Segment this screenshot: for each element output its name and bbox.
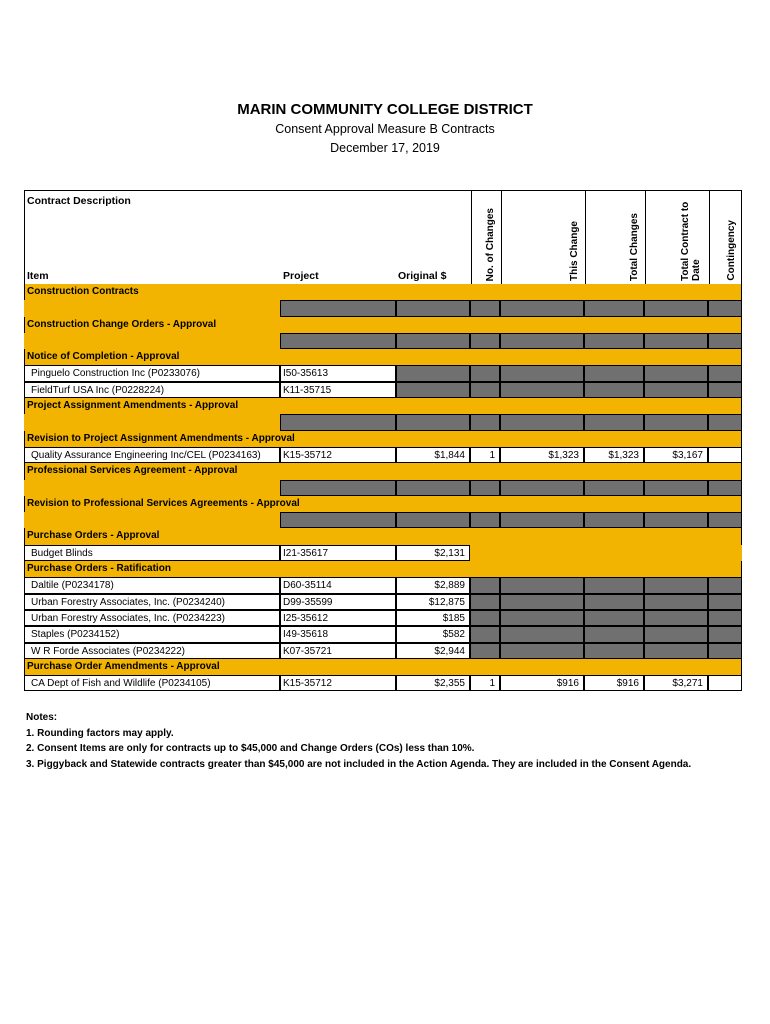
header-divider: [585, 191, 586, 284]
item-cell: W R Forde Associates (P0234222): [24, 643, 280, 659]
section-project-assignment: Project Assignment Amendments - Approval: [24, 398, 742, 414]
note-2: 2. Consent Items are only for contracts up to $45,000 and Change Orders (COs) less than 10%.: [26, 743, 475, 754]
col-total-contract: Total Contract to Date: [680, 201, 702, 281]
table-row: [24, 545, 742, 561]
section-notice-completion: Notice of Completion - Approval: [24, 349, 742, 365]
table-row: [24, 382, 742, 398]
col-this-change: This Change: [569, 220, 580, 281]
note-3: 3. Piggyback and Statewide contracts greater than $45,000 are not included in the Action Agenda. They are included in the Consent Agenda.: [26, 758, 692, 770]
item-cell: Urban Forestry Associates, Inc. (P0234223): [24, 610, 280, 626]
table-row: [24, 577, 742, 593]
contingency-cell: [708, 447, 742, 463]
original-cell: $2,355: [396, 675, 470, 691]
original-cell: $185: [396, 610, 470, 626]
project-cell: I21-35617: [280, 545, 396, 561]
table-header: [24, 190, 742, 284]
total-contract-cell: $3,167: [644, 447, 708, 463]
col-contingency: Contingency: [726, 220, 737, 281]
col-no-changes: No. of Changes: [485, 207, 496, 281]
section-revision-professional: Revision to Professional Services Agreements - Approval: [24, 496, 742, 512]
table-row: [24, 610, 742, 626]
section-purchase-orders: Purchase Orders - Approval: [24, 528, 742, 544]
document-header: [0, 100, 770, 158]
item-cell: Daltile (P0234178): [24, 577, 280, 593]
project-cell: D99-35599: [280, 594, 396, 610]
original-cell: $2,889: [396, 577, 470, 593]
section-construction-contracts: Construction Contracts: [24, 284, 742, 300]
original-cell: $582: [396, 626, 470, 642]
project-cell: I49-35618: [280, 626, 396, 642]
this-change-cell: $916: [500, 675, 584, 691]
original-cell: $12,875: [396, 594, 470, 610]
project-cell: K15-35712: [280, 447, 396, 463]
section-professional-services: Professional Services Agreement - Approval: [24, 463, 742, 479]
project-cell: I50-35613: [280, 365, 396, 381]
table-row: [24, 300, 742, 316]
table-row: [24, 333, 742, 349]
col-total-changes: Total Changes: [629, 212, 640, 281]
total-changes-cell: $916: [584, 675, 644, 691]
item-cell: Quality Assurance Engineering Inc/CEL (P0234163): [24, 447, 280, 463]
section-po-amendments: Purchase Order Amendments - Approval: [24, 659, 742, 675]
table-row: [24, 447, 742, 463]
item-cell: Pinguelo Construction Inc (P0233076): [24, 365, 280, 381]
col-project: Project: [283, 270, 319, 282]
table-row: [24, 675, 742, 691]
contingency-cell: [708, 675, 742, 691]
note-1: 1. Rounding factors may apply.: [26, 727, 174, 739]
no-changes-cell: 1: [470, 447, 500, 463]
document-date: December 17, 2019: [330, 141, 440, 155]
document-subtitle: Consent Approval Measure B Contracts: [275, 122, 495, 136]
section-purchase-ratification: Purchase Orders - Ratification: [24, 561, 742, 577]
project-cell: K07-35721: [280, 643, 396, 659]
table-row: [24, 512, 742, 528]
item-cell: Urban Forestry Associates, Inc. (P0234240): [24, 594, 280, 610]
total-contract-cell: $3,271: [644, 675, 708, 691]
notes: [26, 710, 691, 772]
district-title: MARIN COMMUNITY COLLEGE DISTRICT: [237, 101, 533, 118]
contracts-table: [24, 190, 742, 691]
project-cell: I25-35612: [280, 610, 396, 626]
header-divider: [471, 191, 472, 284]
no-changes-cell: 1: [470, 675, 500, 691]
project-cell: D60-35114: [280, 577, 396, 593]
original-cell: $2,944: [396, 643, 470, 659]
col-item: Item: [27, 270, 49, 282]
header-divider: [645, 191, 646, 284]
col-original: Original $: [398, 270, 447, 282]
item-cell: CA Dept of Fish and Wildlife (P0234105): [24, 675, 280, 691]
contract-description-heading: Contract Description: [27, 195, 131, 207]
item-cell: FieldTurf USA Inc (P0228224): [24, 382, 280, 398]
table-row: [24, 414, 742, 430]
table-row: [24, 480, 742, 496]
original-cell: $2,131: [396, 545, 470, 561]
table-row: [24, 594, 742, 610]
notes-heading: Notes:: [26, 712, 58, 723]
total-changes-cell: $1,323: [584, 447, 644, 463]
table-row: [24, 365, 742, 381]
header-divider: [501, 191, 502, 284]
item-cell: Staples (P0234152): [24, 626, 280, 642]
section-construction-change-orders: Construction Change Orders - Approval: [24, 317, 742, 333]
section-revision-project-assignment: Revision to Project Assignment Amendments - Approval: [24, 431, 742, 447]
project-cell: K11-35715: [280, 382, 396, 398]
table-row: [24, 643, 742, 659]
item-cell: Budget Blinds: [24, 545, 280, 561]
this-change-cell: $1,323: [500, 447, 584, 463]
header-divider: [709, 191, 710, 284]
original-cell: $1,844: [396, 447, 470, 463]
table-row: [24, 626, 742, 642]
project-cell: K15-35712: [280, 675, 396, 691]
